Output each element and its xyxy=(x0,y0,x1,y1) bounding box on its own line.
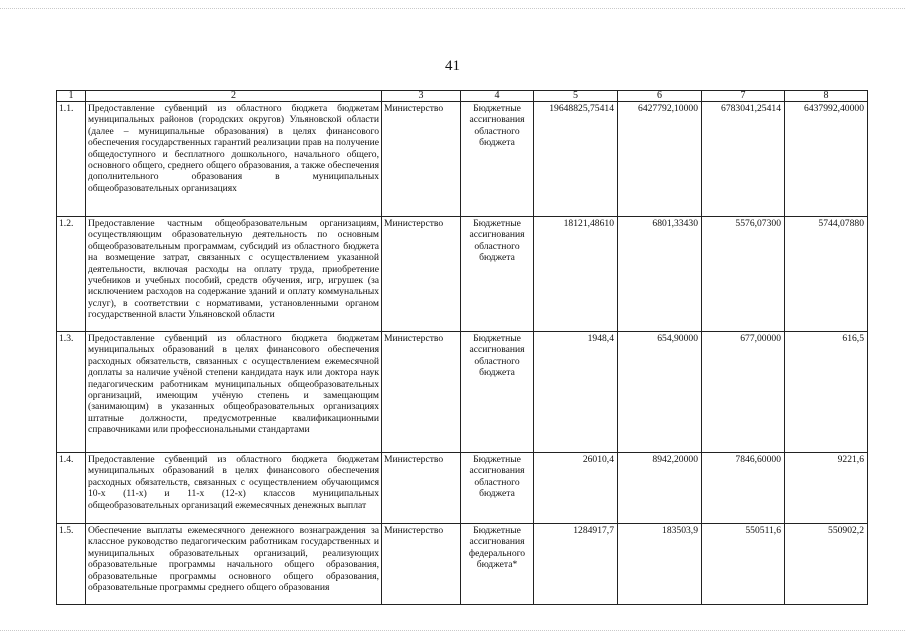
row-value-col6: 183503,9 xyxy=(618,524,702,605)
row-value-col7: 7846,60000 xyxy=(702,453,785,524)
budget-table xyxy=(56,90,868,605)
row-value-col5: 26010,4 xyxy=(534,453,618,524)
table-row xyxy=(57,332,868,453)
page-number: 41 xyxy=(445,58,460,74)
table-row xyxy=(57,102,868,217)
col-header-7: 7 xyxy=(702,91,785,102)
row-value-col8: 9221,6 xyxy=(785,453,868,524)
row-number: 1.3. xyxy=(57,332,86,453)
col-header-6: 6 xyxy=(618,91,702,102)
row-description: Предоставление субвенций из областного бюджета бюджетам муниципальных образований в целях финансового обеспечения расходных обязательств, связанных с осуществлением ежемесячной доплаты за наличие учёной степени кандидата наук или доктора наук педагогическим работникам муниципальных общеобразовательных организаций, имеющим учёную степень и замещающим (занимающим) в указанных общеобразовательных организациях штатные должности, предусмотренные квалификационными справочниками или профессиональными стандартами xyxy=(86,332,382,453)
row-value-col6: 654,90000 xyxy=(618,332,702,453)
row-number: 1.4. xyxy=(57,453,86,524)
row-description: Предоставление субвенций из областного бюджета бюджетам муниципальных районов (городских округов) Ульяновской области (далее – муниципальные образования) в целях финансового обеспечения государственных гарантий реализации прав на получение общедоступного и бесплатного дошкольного, начального общего, основного общего, среднего общего образования, а также обеспечения дополнительного образования в муниципальных общеобразовательных организациях xyxy=(86,102,382,217)
row-value-col7: 5576,07300 xyxy=(702,217,785,332)
col-header-1: 1 xyxy=(57,91,86,102)
row-value-col5: 1284917,7 xyxy=(534,524,618,605)
col-header-8: 8 xyxy=(785,91,868,102)
col-header-2: 2 xyxy=(86,91,382,102)
row-organization: Министерство xyxy=(382,453,461,524)
row-value-col6: 6427792,10000 xyxy=(618,102,702,217)
row-organization: Министерство xyxy=(382,102,461,217)
table-row xyxy=(57,453,868,524)
header-row xyxy=(57,91,868,102)
row-organization: Министерство xyxy=(382,217,461,332)
col-header-4: 4 xyxy=(461,91,534,102)
row-value-col8: 616,5 xyxy=(785,332,868,453)
table-row xyxy=(57,524,868,605)
row-funding-source: Бюджетные ассигнования федерального бюджета* xyxy=(461,524,534,605)
row-description: Предоставление частным общеобразовательным организациям, осуществляющим образовательную деятельность по основным общеобразовательным программам, субсидий из областного бюджета на возмещение затрат, связанных с осуществлением указанной деятельности, включая расходы на оплату труда, приобретение учебников и учебных пособий, средств обучения, игр, игрушек (за исключением расходов на содержание зданий и оплату коммунальных услуг), в соответствии с нормативами, установленными органом государственной власти Ульяновской области xyxy=(86,217,382,332)
row-value-col6: 8942,20000 xyxy=(618,453,702,524)
row-funding-source: Бюджетные ассигнования областного бюджета xyxy=(461,102,534,217)
row-number: 1.1. xyxy=(57,102,86,217)
row-value-col5: 19648825,75414 xyxy=(534,102,618,217)
row-number: 1.5. xyxy=(57,524,86,605)
scan-artifact-bottom xyxy=(0,630,905,632)
row-value-col7: 550511,6 xyxy=(702,524,785,605)
row-value-col7: 6783041,25414 xyxy=(702,102,785,217)
row-value-col8: 6437992,40000 xyxy=(785,102,868,217)
row-number: 1.2. xyxy=(57,217,86,332)
row-organization: Министерство xyxy=(382,332,461,453)
row-value-col8: 5744,07880 xyxy=(785,217,868,332)
row-value-col5: 18121,48610 xyxy=(534,217,618,332)
row-organization: Министерство xyxy=(382,524,461,605)
row-value-col8: 550902,2 xyxy=(785,524,868,605)
table-row xyxy=(57,217,868,332)
row-description: Предоставление субвенций из областного бюджета бюджетам муниципальных образований в целях финансового обеспечения расходных обязательств, связанных с осуществлением обучающимся 10-х (11-х) и 11-х (12-х) классов муниципальных общеобразовательных организаций ежемесячных денежных выплат xyxy=(86,453,382,524)
col-header-5: 5 xyxy=(534,91,618,102)
row-value-col5: 1948,4 xyxy=(534,332,618,453)
row-funding-source: Бюджетные ассигнования областного бюджета xyxy=(461,217,534,332)
row-funding-source: Бюджетные ассигнования областного бюджета xyxy=(461,332,534,453)
row-funding-source: Бюджетные ассигнования областного бюджета xyxy=(461,453,534,524)
row-value-col7: 677,00000 xyxy=(702,332,785,453)
row-value-col6: 6801,33430 xyxy=(618,217,702,332)
scan-artifact-top xyxy=(0,8,905,10)
col-header-3: 3 xyxy=(382,91,461,102)
row-description: Обеспечение выплаты ежемесячного денежного вознаграждения за классное руководство педагогическим работникам государственных и муниципальных образовательных организаций, реализующих образовательные программы начального общего образования, образовательные программы основного общего образования, образовательные программы среднего общего образования xyxy=(86,524,382,605)
